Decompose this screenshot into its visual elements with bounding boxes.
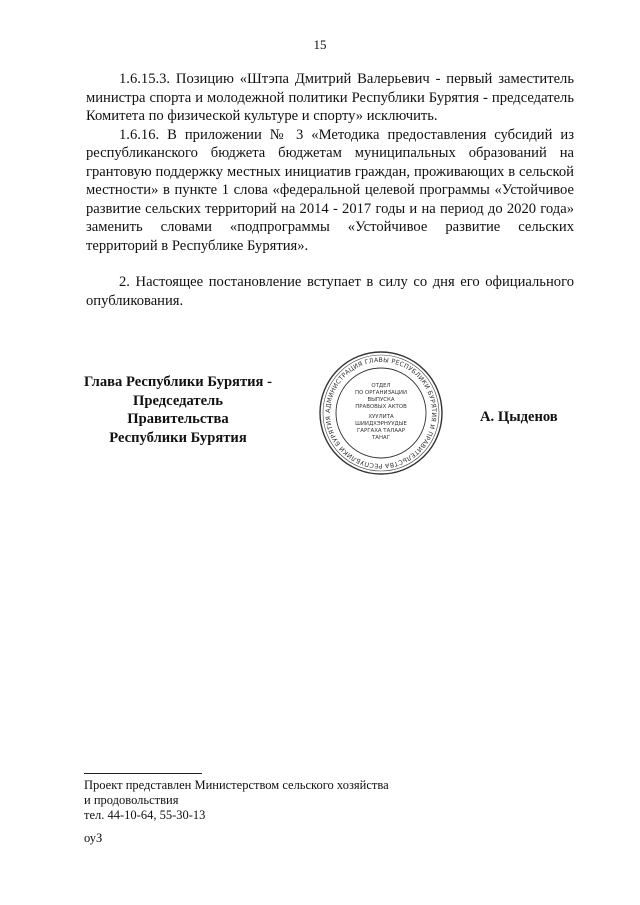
seal-text: ТАНАГ (371, 435, 391, 441)
seal-text: ГАРГАХА ТАЛААР (357, 428, 405, 434)
footer-divider (84, 773, 202, 774)
signatory-title-line: Республики Бурятия (109, 429, 247, 446)
signatory-title-line: Председатель Правительства (127, 392, 229, 427)
signatory-title (84, 373, 272, 447)
footer-line: тел. 44-10-64, 55-30-13 (84, 808, 206, 822)
official-seal (318, 350, 444, 476)
document-body (86, 70, 574, 310)
seal-ring-text: АДМИНИСТРАЦИЯ ГЛАВЫ РЕСПУБЛИКИ БУРЯТИЯ И ПРАВИТЕЛЬСТВА РЕСПУБЛИКИ БУРЯТИЯ (324, 356, 438, 470)
paragraph: 1.6.16. В приложении № 3 «Методика предоставления субсидий из республиканского бюджета бюджетам муниципальных образований на грантовую поддержку местных инициатив граждан, проживающих в сельской местности» в пункте 1 слова «федеральной целевой программы «Устойчивое развитие сельских территорий на 2014 - 2017 годы и на период до 2020 года» заменить словами «подпрограммы «Устойчивое развитие сельских территорий в Республике Бурятия». (86, 126, 574, 254)
footer-line: и продовольствия (84, 793, 179, 807)
seal-text: ПО ОРГАНИЗАЦИИ (355, 390, 407, 396)
seal-text: ОТДЕЛ (371, 383, 391, 389)
seal-text: ХУУЛИТА (368, 414, 394, 420)
seal-text: ШИИДХЭРНУУДЫЕ (355, 421, 407, 427)
footer-note (84, 773, 389, 846)
page-number: 15 (313, 37, 327, 52)
seal-graphic (318, 350, 444, 476)
paragraph: 2. Настоящее постановление вступает в силу со дня его официального опубликования. (86, 274, 574, 309)
document-code: оуЗ (84, 831, 103, 845)
signatory-name: А. Цыденов (480, 409, 558, 425)
footer-line: Проект представлен Министерством сельского хозяйства (84, 778, 389, 792)
seal-text: ПРАВОВЫХ АКТОВ (355, 404, 407, 410)
seal-text: ВЫПУСКА (367, 397, 395, 403)
signatory-title-line: Глава Республики Бурятия - (84, 374, 272, 390)
paragraph: 1.6.15.3. Позицию «Штэпа Дмитрий Валерьевич - первый заместитель министра спорта и молодежной политики Республики Бурятия - председатель Комитета по физической культуре и спорту» исключить. (86, 71, 574, 124)
svg-text:АДМИНИСТРАЦИЯ ГЛАВЫ РЕСПУБЛИКИ (325, 357, 437, 469)
